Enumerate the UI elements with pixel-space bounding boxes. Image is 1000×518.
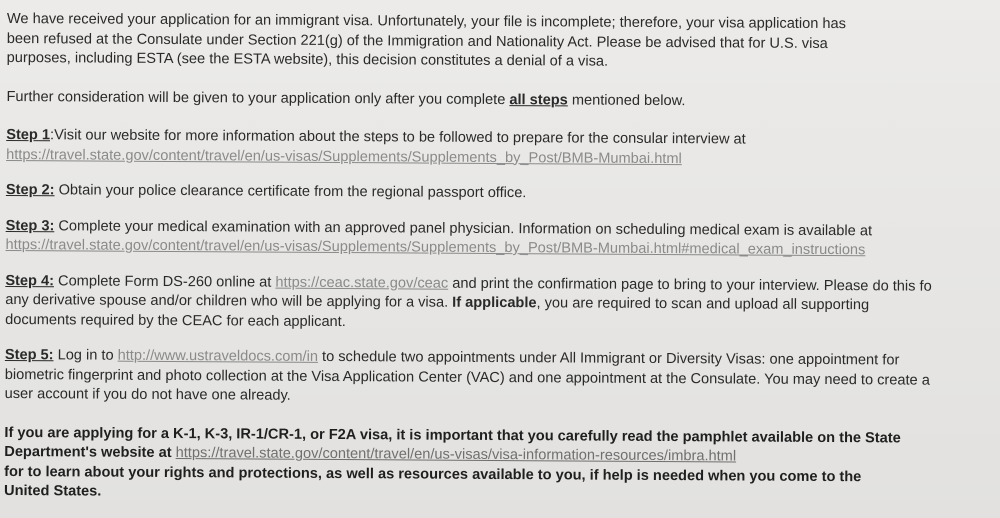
intro-line: We have received your application for an immigrant visa. Unfortunately, your file is incomplete; therefore, your visa application has [6,10,846,33]
step-3-text: Complete your medical examination with an approved panel physician. Information on scheduling medical exam is available at [54,217,873,239]
step-1-link[interactable]: https://travel.state.gov/content/travel/en/us-visas/Supplements/Supplements_by_Post/BMB-Mumbai.html [6,146,682,167]
if-applicable-emphasis: If applicable [452,294,537,312]
imbra-link[interactable]: https://travel.state.gov/content/travel/en/us-visas/visa-information-resources/imbra.html [175,445,737,465]
ustraveldocs-link[interactable]: http://www.ustraveldocs.com/in [117,347,319,365]
step-3 [6,216,1000,261]
step-1-label: Step 1 [6,126,51,144]
step-4-label: Step 4: [5,272,55,289]
step-2-text: Obtain your police clearance certificate from the regional passport office. [54,182,527,202]
step-1-text: :Visit our website for more information about the steps to be followed to prepare for the consular interview at [49,127,746,148]
step-1 [6,126,1000,171]
all-steps-emphasis: all steps [509,91,568,108]
further-consideration: Further consideration will be given to your application only after you complete all steps mentioned below. [6,88,686,109]
step-3-label: Step 3: [5,217,55,234]
step-5-label: Step 5: [4,346,54,364]
step-5: Step 5: Log in to http://www.ustraveldocs.com/in to schedule two appointments under All Immigrant or Diversity Visas: one appointment for biometric fingerprint and photo collection at the Visa Application Center (VAC) and one appointment at the Consulate. You may need to create a user account if you do not have one already. [4,346,930,404]
intro-line: been refused at the Consulate under Section 221(g) of the Immigration and Nationality Act. Please be advised that for U.S. visa [6,30,828,52]
intro-paragraph [7,10,1000,75]
k1-notice: If you are applying for a K-1, K-3, IR-1/CR-1, or F2A visa, it is important that you carefully read the pamphlet available on the State Department's website at https://travel.state.gov/content/travel/en/us-visas/visa-information-resources/imbra.html for to learn about your rights and protections, as well as resources available to you, if help is needed when you come to the United States. [4,424,901,500]
step-4: Step 4: Complete Form DS-260 online at https://ceac.state.gov/ceac and print the confirmation page to bring to your interview. Please do this fo any derivative spouse and/or children who will be applying for a visa. If applicable, you are required to scan and upload all supporting documents required by the CEAC for each applicant. [5,272,932,330]
ceac-link[interactable]: https://ceac.state.gov/ceac [275,274,449,292]
step-3-link[interactable]: https://travel.state.gov/content/travel/en/us-visas/Supplements/Supplements_by_Post/BMB-Mumbai.html#medical_exam_instructions [5,236,866,259]
refusal-letter [4,10,1000,508]
step-2-label: Step 2: [5,181,55,199]
intro-line: purposes, including ESTA (see the ESTA website), this decision constitutes a denial of a visa. [6,49,609,70]
